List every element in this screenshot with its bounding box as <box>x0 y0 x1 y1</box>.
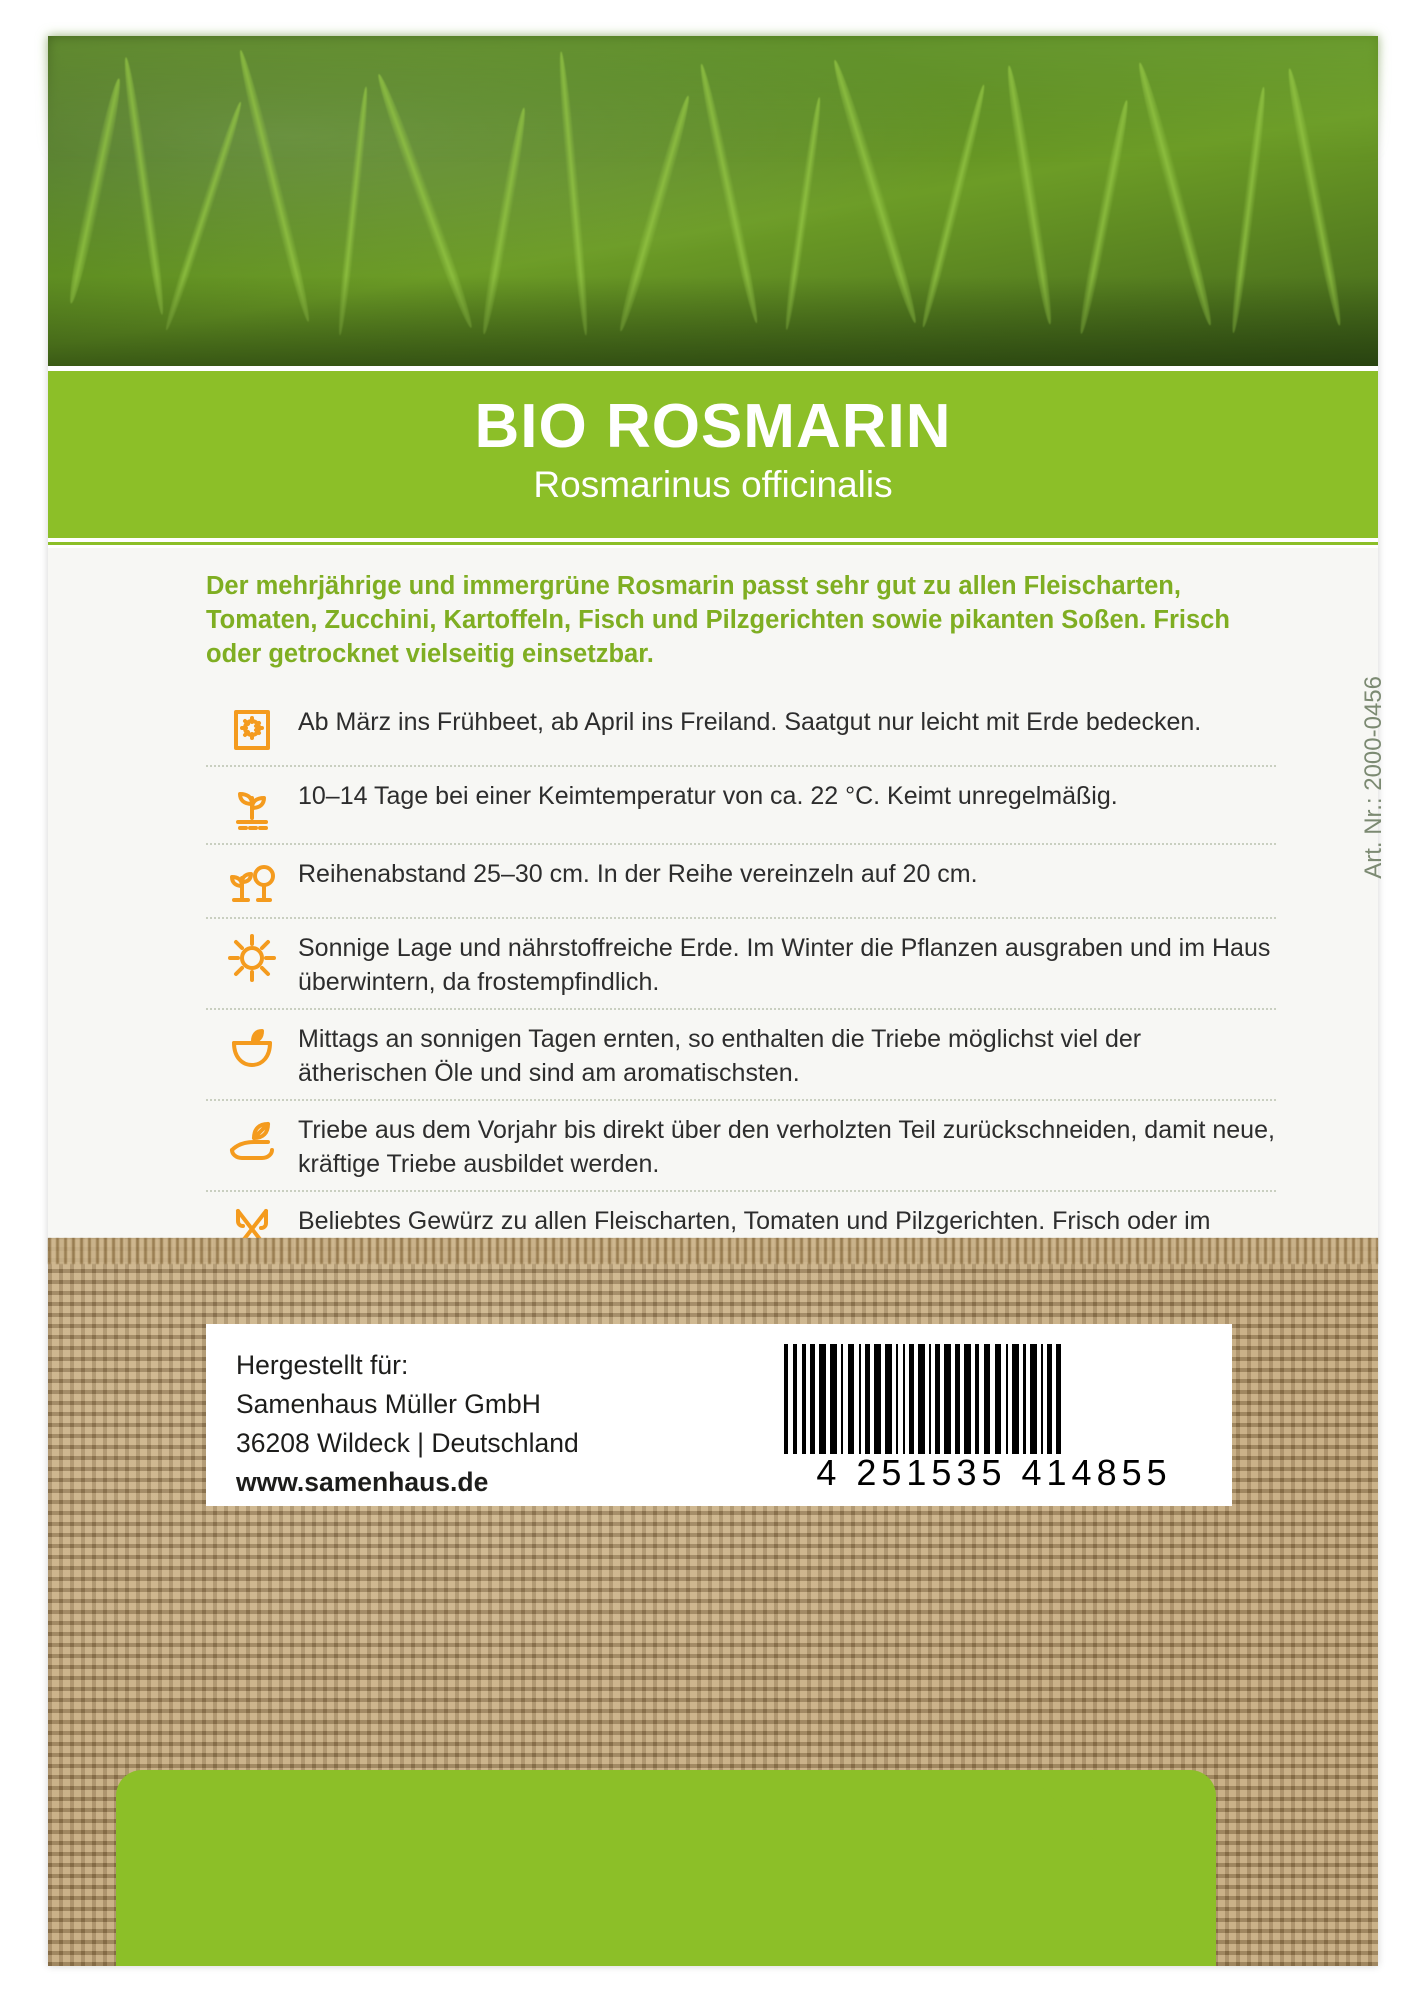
list-item-text: Beliebtes Gewürz zu allen Fleischarten, Tomaten und Pilzgerichten. Frisch oder im <box>298 1207 1211 1235</box>
manufacturer-company: Samenhaus Müller GmbH <box>236 1388 541 1419</box>
list-item <box>206 767 1276 845</box>
info-section <box>48 548 1378 1238</box>
manufacturer-card <box>206 1324 1232 1506</box>
rosemary-photo <box>48 36 1378 366</box>
photo-shadow <box>48 276 1378 366</box>
burlap-fringe <box>48 1238 1378 1264</box>
list-item <box>206 1010 1276 1101</box>
harvest-basket-icon <box>206 1019 298 1073</box>
barcode-number: 4 251535 414855 <box>816 1452 1172 1493</box>
seed-packet <box>48 36 1387 1966</box>
manufacturer-info <box>236 1346 579 1502</box>
list-item-text: Ab März ins Frühbeet, ab April ins Freiland. Saatgut nur leicht mit Erde bedecken. <box>298 708 1202 736</box>
list-item-text: Mittags an sonnigen Tagen ernten, so enthalten die Triebe möglichst viel der ätherischen Öle und sind am aromatischsten. <box>298 1025 1142 1087</box>
article-number: Art. Nr.: 2000-0456 <box>1360 676 1387 879</box>
seedling-icon <box>206 776 298 834</box>
list-item-text: Triebe aus dem Vorjahr bis direkt über den verholzten Teil zurückschneiden, damit neue, kräftige Triebe ausbildet werden. <box>298 1116 1275 1178</box>
list-item-text: Reihenabstand 25–30 cm. In der Reihe vereinzeln auf 20 cm. <box>298 860 978 888</box>
divider <box>48 538 1378 545</box>
manufacturer-address: 36208 Wildeck | Deutschland <box>236 1427 579 1458</box>
latin-name: Rosmarinus officinalis <box>533 464 893 506</box>
manufacturer-label: Hergestellt für: <box>236 1350 409 1380</box>
sun-icon <box>206 928 298 986</box>
spacing-plants-icon <box>206 854 298 908</box>
hand-leaf-icon <box>206 1110 298 1164</box>
title-band <box>48 366 1378 538</box>
bottom-green-tab <box>116 1770 1216 1966</box>
list-item <box>206 693 1276 767</box>
barcode <box>784 1344 1204 1454</box>
list-item-text: 10–14 Tage bei einer Keimtemperatur von ca. 22 °C. Keimt unregelmäßig. <box>298 782 1118 810</box>
instruction-list <box>206 693 1276 1283</box>
page-title: BIO ROSMARIN <box>474 392 952 461</box>
intro-text: Der mehrjährige und immergrüne Rosmarin passt sehr gut zu allen Fleischarten, Tomaten, Zucchini, Kartoffeln, Fisch und Pilzgerichten sowie pikanten Soßen. Frisch oder getrocknet vielseitig einsetzbar. <box>206 572 1230 668</box>
manufacturer-website[interactable]: www.samenhaus.de <box>236 1466 489 1497</box>
list-item <box>206 1101 1276 1192</box>
list-item <box>206 919 1276 1010</box>
seed-packet-icon <box>206 702 298 756</box>
list-item-text: Sonnige Lage und nährstoffreiche Erde. Im Winter die Pflanzen ausgraben und im Haus überwintern, da frostempfindlich. <box>298 934 1271 996</box>
list-item <box>206 845 1276 919</box>
